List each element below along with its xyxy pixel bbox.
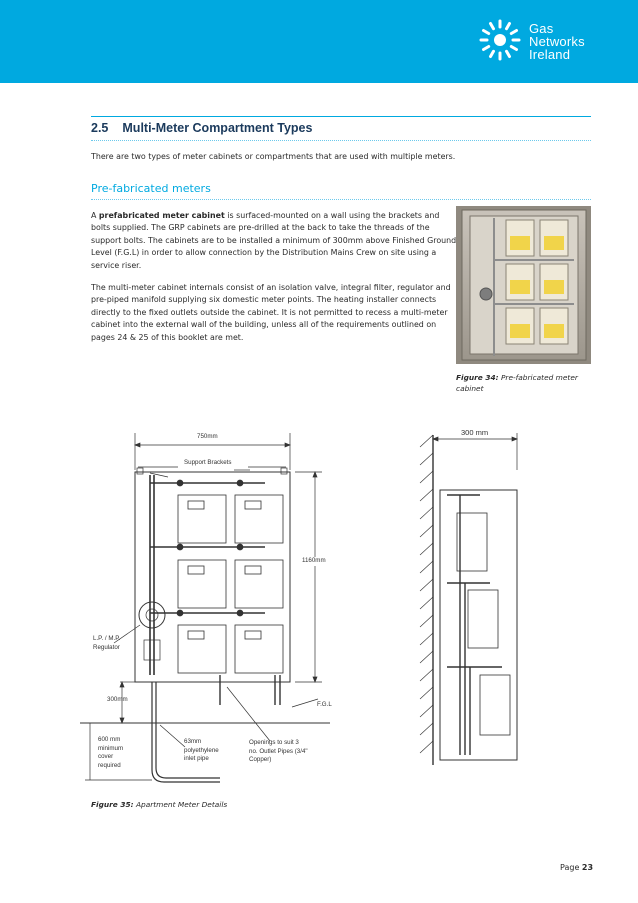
- inlet-pipe-label-line-1: 63mm: [184, 738, 202, 745]
- p1-prefix: A: [91, 211, 99, 220]
- cover-label-line-2: minimum: [98, 744, 124, 752]
- outlet-pipes-label-line-2: no. Outlet Pipes (3/4": [249, 747, 308, 755]
- figure-35-label: Figure 35:: [91, 800, 134, 809]
- paragraph-1: [91, 210, 461, 272]
- p1-bold-term: prefabricated meter cabinet: [98, 211, 225, 220]
- figure-35-caption: [91, 800, 227, 811]
- min-height-label: 300mm: [107, 696, 128, 703]
- section-intro: There are two types of meter cabinets or compartments that are used with multiple meters.: [91, 152, 456, 161]
- cover-label-line-4: required: [98, 761, 121, 769]
- inlet-pipe-label-line-2: polyethylene: [184, 746, 219, 754]
- gas-networks-ireland-logo: [478, 14, 628, 74]
- cover-label: [98, 736, 123, 770]
- page-number-value: 23: [581, 863, 594, 872]
- page-number: [560, 863, 593, 872]
- p1-rest: is surfaced-mounted on a wall using the brackets and bolts supplied. The GRP cabinets are pre-drilled at the back to take the threads of the support bolts. The cabinets are to be installed a minimum of 300mm above Finished Ground Level (F.G.L) in order to allow connection by the Distribution Mains Crew on site using a service riser.: [91, 211, 457, 270]
- figure-34-text: Pre-fabricated meter cabinet: [456, 373, 578, 393]
- section-divider: [91, 140, 591, 141]
- depth-dimension-label: 300 mm: [461, 428, 489, 437]
- cover-label-line-1: 600 mm: [98, 736, 121, 743]
- regulator-label-line-2: Regulator: [93, 643, 120, 651]
- brand-line-2: Networks: [529, 34, 585, 49]
- outlet-pipes-label-line-3: Copper): [249, 756, 272, 763]
- fgl-label: F.G.L: [317, 701, 332, 708]
- subsection-title: Pre-fabricated meters: [91, 182, 211, 195]
- support-brackets-label: Support Brackets: [184, 459, 232, 466]
- cabinet-photo: [456, 206, 591, 364]
- apartment-meter-diagram: [80, 425, 560, 799]
- section-number: 2.5: [91, 121, 109, 135]
- inlet-pipe-label: [184, 738, 219, 764]
- outlet-pipes-label: [249, 739, 308, 765]
- page-label: Page: [560, 863, 580, 872]
- regulator-label: [93, 635, 120, 652]
- inlet-pipe-label-line-3: inlet pipe: [184, 755, 209, 762]
- brand-line-3: Ireland: [529, 47, 571, 62]
- height-dimension-label: 1160mm: [302, 557, 326, 564]
- header-band: [0, 0, 638, 83]
- width-dimension-label: 750mm: [197, 433, 218, 440]
- subsection-divider: [91, 199, 591, 200]
- regulator-label-line-1: L.P. / M.P.: [93, 635, 121, 642]
- logo-wordmark: [529, 22, 585, 61]
- cover-label-line-3: cover: [98, 753, 114, 760]
- section-title-text: Multi-Meter Compartment Types: [122, 121, 313, 135]
- figure-34-label: Figure 34:: [456, 373, 499, 382]
- figure-34-caption: [456, 373, 591, 394]
- brand-line-1: Gas: [529, 21, 554, 36]
- paragraph-2: The multi-meter cabinet internals consist of an isolation valve, integral filter, regulator and pre-piped manifold supplying six domestic meter points. The heating installer connects directly to the fixed outlets outside the cabinet. It is not permitted to recess a multi-meter cabinet into the external wall of the building, unless all of the requirements outlined on pages 24 & 25 of this booklet are met.: [91, 283, 451, 342]
- logo-ring-icon: [478, 18, 522, 62]
- outlet-pipes-label-line-1: Openings to suit 3: [249, 739, 299, 746]
- figure-35-text: Apartment Meter Details: [135, 800, 228, 809]
- diagram-drawing: [80, 425, 560, 795]
- section-title: [91, 121, 312, 135]
- section-top-rule: [91, 116, 591, 117]
